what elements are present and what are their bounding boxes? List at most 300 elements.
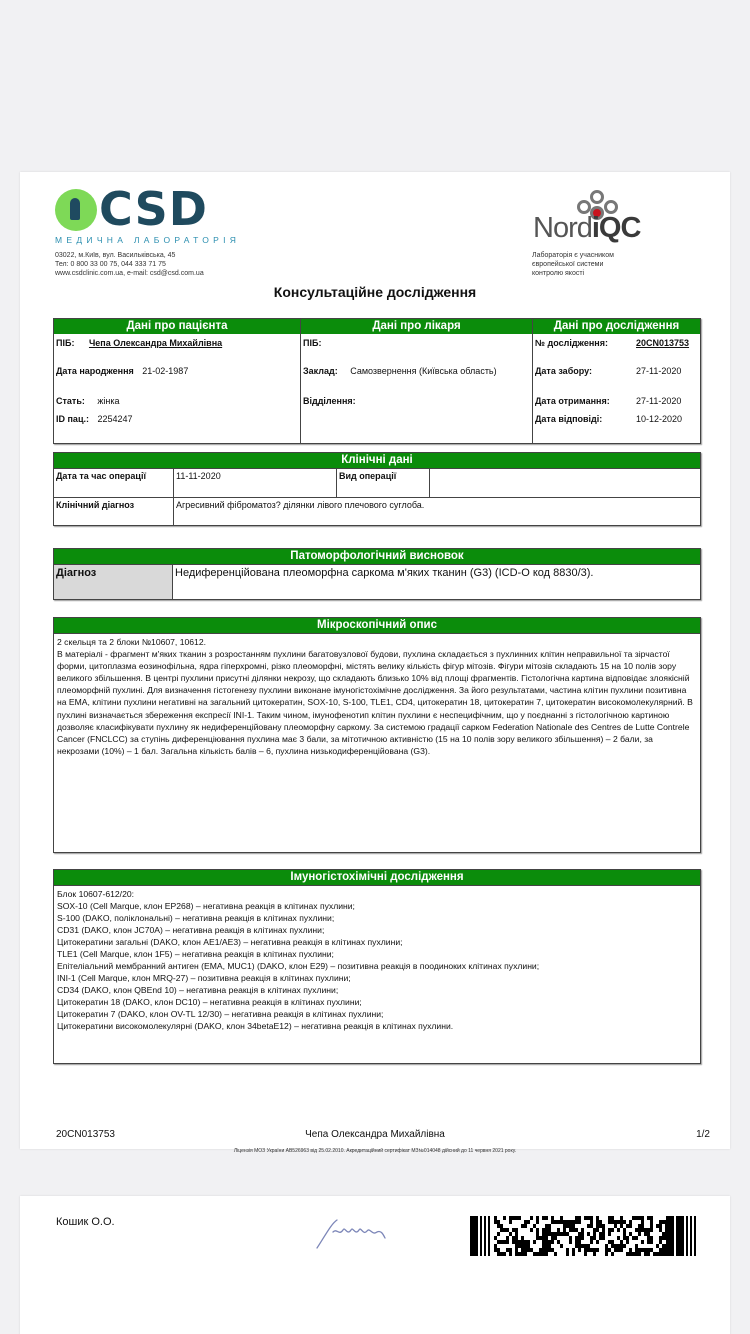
label: Дата забору:	[535, 366, 593, 376]
ihc-line: SOX-10 (Cell Marque, клон EP268) – негативна реакція в клітинах пухлини;	[57, 901, 355, 911]
barcode-module	[617, 1236, 620, 1240]
barcode-module	[629, 1232, 632, 1236]
barcode-module	[521, 1224, 524, 1228]
barcode-module	[659, 1224, 662, 1228]
barcode-module	[524, 1220, 527, 1224]
collected-date: 27-11-2020	[636, 366, 682, 376]
barcode-module	[503, 1228, 506, 1232]
barcode-module	[530, 1228, 533, 1232]
barcode-module	[623, 1244, 626, 1248]
barcode-module	[542, 1252, 545, 1256]
footer-study-number: 20CN013753	[56, 1129, 115, 1140]
barcode-module	[593, 1236, 596, 1240]
barcode-module	[524, 1248, 527, 1252]
barcode-module	[533, 1224, 536, 1228]
barcode-module	[494, 1216, 497, 1220]
microscope-icon	[55, 189, 97, 231]
barcode-module	[515, 1252, 518, 1256]
barcode-module	[662, 1232, 665, 1236]
barcode-module	[608, 1248, 611, 1252]
barcode-module	[548, 1240, 551, 1244]
barcode-module	[527, 1244, 530, 1248]
barcode-module	[647, 1216, 650, 1220]
barcode-module	[614, 1220, 617, 1224]
barcode-module	[590, 1240, 593, 1244]
report-page-2	[20, 1196, 730, 1334]
barcode-module	[608, 1216, 611, 1220]
patient-dob: 21-02-1987	[142, 366, 189, 376]
patient-heading: Дані про пацієнта	[54, 319, 300, 334]
barcode-module	[694, 1216, 696, 1256]
barcode-module	[518, 1244, 521, 1248]
label: ПІБ:	[56, 338, 75, 348]
barcode-module	[572, 1252, 575, 1256]
barcode-module	[690, 1216, 692, 1256]
barcode-module	[536, 1216, 539, 1220]
barcode-module	[638, 1228, 641, 1232]
barcode-module	[638, 1248, 641, 1252]
barcode-module	[521, 1244, 524, 1248]
barcode-module	[626, 1252, 629, 1256]
barcode-module	[662, 1248, 665, 1252]
barcode-module	[590, 1216, 593, 1220]
barcode-module	[566, 1232, 569, 1236]
barcode-module	[494, 1244, 497, 1248]
report-page-1	[20, 172, 730, 1154]
label: Дата отримання:	[535, 396, 610, 406]
barcode-module	[500, 1224, 503, 1228]
barcode-module	[611, 1244, 614, 1248]
page-number: 1/2	[696, 1129, 710, 1140]
label: ПІБ:	[303, 338, 322, 348]
study-section	[532, 319, 700, 443]
barcode-module	[566, 1220, 569, 1224]
barcode-module	[509, 1216, 512, 1220]
barcode-module	[584, 1252, 587, 1256]
barcode-module	[641, 1220, 644, 1224]
patient-section	[54, 319, 300, 443]
barcode-module	[617, 1220, 620, 1224]
barcode-module	[623, 1232, 626, 1236]
patient-dob-field	[56, 366, 188, 376]
barcode-module	[602, 1224, 605, 1228]
barcode-module	[494, 1248, 497, 1252]
doctor-section	[300, 319, 532, 443]
barcode-module	[521, 1248, 524, 1252]
barcode-module	[542, 1248, 545, 1252]
barcode-module	[659, 1252, 662, 1256]
barcode-module	[545, 1228, 548, 1232]
op-date-value: 11-11-2020	[173, 469, 336, 497]
barcode-module	[500, 1252, 503, 1256]
barcode-module	[590, 1236, 593, 1240]
barcode-module	[569, 1228, 572, 1232]
barcode-module	[617, 1248, 620, 1252]
doctor-name-field	[303, 338, 321, 348]
barcode-module	[647, 1248, 650, 1252]
barcode-module	[548, 1232, 551, 1236]
clinical-row-diagnosis	[54, 497, 700, 525]
barcode-module	[548, 1244, 551, 1248]
label: Стать:	[56, 396, 85, 406]
study-response-field	[535, 414, 683, 424]
study-number-field	[535, 338, 690, 348]
barcode-module	[596, 1248, 599, 1252]
barcode-module	[602, 1228, 605, 1232]
barcode-module	[626, 1240, 629, 1244]
document-title: Консультаційне дослідження	[273, 284, 477, 300]
barcode-module	[572, 1248, 575, 1252]
barcode-module	[575, 1236, 578, 1240]
barcode-module	[509, 1252, 512, 1256]
barcode-module	[650, 1236, 653, 1240]
barcode-module	[635, 1228, 638, 1232]
barcode-module	[575, 1228, 578, 1232]
barcode-module	[617, 1244, 620, 1248]
barcode-module	[536, 1236, 539, 1240]
barcode-module	[662, 1236, 665, 1240]
barcode-module	[596, 1228, 599, 1232]
patient-sex-field	[56, 396, 120, 406]
barcode-module	[608, 1232, 611, 1236]
nordiqc-wordmark: NordiQC	[533, 212, 641, 244]
barcode-module	[638, 1232, 641, 1236]
lab-address: 03022, м.Київ, вул. Васильківська, 45	[55, 252, 176, 259]
license-text: Ліцензія МОЗ України АВ526963 від 25.02.2010. Акредитаційний сертифікат МЗ№014048 дійсний до 11 червня 2021 року.	[233, 1148, 517, 1154]
barcode-module	[515, 1236, 518, 1240]
response-date: 10-12-2020	[636, 414, 683, 424]
barcode-module	[515, 1228, 518, 1232]
patient-id: 2254247	[97, 414, 133, 424]
study-number: 20CN013753	[636, 338, 690, 348]
ihc-line: Цитокератин 18 (DAKO, клон DC10) – негативна реакція в клітинах пухлини;	[57, 997, 362, 1007]
barcode-module	[494, 1236, 497, 1240]
barcode-module	[590, 1220, 593, 1224]
caption-line: Лабораторія є учасником	[532, 252, 614, 259]
barcode-module	[530, 1248, 533, 1252]
barcode-module	[599, 1224, 602, 1228]
barcode-module	[554, 1232, 557, 1236]
barcode-module	[584, 1248, 587, 1252]
barcode-module	[497, 1240, 500, 1244]
barcode-module	[518, 1240, 521, 1244]
received-date: 27-11-2020	[636, 396, 682, 406]
barcode-module	[644, 1248, 647, 1252]
barcode-module	[629, 1220, 632, 1224]
ihc-line: S-100 (DAKO, поліклональні) – негативна реакція в клітинах пухлини;	[57, 913, 335, 923]
signature-image	[315, 1214, 390, 1252]
barcode-module	[560, 1220, 563, 1224]
barcode-module	[551, 1248, 554, 1252]
barcode-module	[512, 1240, 515, 1244]
barcode-module	[617, 1228, 620, 1232]
study-collected-field	[535, 366, 682, 376]
barcode-module	[545, 1224, 548, 1228]
barcode-module	[536, 1232, 539, 1236]
barcode-module	[560, 1232, 563, 1236]
barcode-module	[524, 1244, 527, 1248]
barcode-module	[638, 1252, 641, 1256]
barcode-module	[611, 1220, 614, 1224]
microscopy-heading: Мікроскопічний опис	[54, 618, 700, 633]
barcode-module	[551, 1240, 554, 1244]
barcode-module	[596, 1240, 599, 1244]
barcode-module	[587, 1224, 590, 1228]
barcode-module	[644, 1232, 647, 1236]
barcode-module	[578, 1232, 581, 1236]
barcode-module	[623, 1228, 626, 1232]
barcode-module	[647, 1252, 650, 1256]
ihc-line: CD34 (DAKO, клон QBEnd 10) – негативна реакція в клітинах пухлини;	[57, 985, 339, 995]
barcode-module	[572, 1228, 575, 1232]
barcode-module	[542, 1236, 545, 1240]
op-date-label: Дата та час операції	[56, 471, 146, 481]
lab-phone: Тел: 0 800 33 00 75, 044 333 71 75	[55, 261, 166, 268]
barcode-module	[659, 1228, 662, 1232]
barcode-module	[575, 1240, 578, 1244]
microscopy-section	[53, 617, 701, 853]
pathology-heading: Патоморфологічний висновок	[54, 549, 700, 564]
barcode-module	[500, 1228, 503, 1232]
diagnosis-value: Недиференційована плеоморфна саркома м'яких тканин (G3) (ICD-O код 8830/3).	[175, 567, 594, 579]
clinical-diagnosis-value: Агресивний фіброматоз? ділянки лівого плечового суглоба.	[173, 498, 700, 525]
ihc-section	[53, 869, 701, 1064]
barcode-module	[557, 1220, 560, 1224]
barcode-module	[497, 1224, 500, 1228]
barcode-module	[656, 1244, 659, 1248]
barcode-module	[536, 1228, 539, 1232]
barcode-image	[470, 1216, 698, 1256]
barcode-module	[533, 1252, 536, 1256]
ihc-line: Цитокератини загальні (DAKO, клон AE1/AE3) – негативна реакція в клітинах пухлини;	[57, 937, 403, 947]
barcode-module	[527, 1240, 530, 1244]
barcode-module	[551, 1216, 554, 1220]
barcode-module	[593, 1228, 596, 1232]
barcode-module	[494, 1220, 497, 1224]
barcode-module	[572, 1220, 575, 1224]
barcode-module	[650, 1248, 653, 1252]
barcode-module	[524, 1240, 527, 1244]
barcode-module	[650, 1220, 653, 1224]
barcode-module	[503, 1252, 506, 1256]
barcode-module	[539, 1252, 542, 1256]
csd-logo-subtitle: МЕДИЧНА ЛАБОРАТОРІЯ	[55, 235, 241, 245]
barcode-module	[542, 1228, 545, 1232]
barcode-module	[548, 1248, 551, 1252]
barcode-module	[653, 1252, 656, 1256]
barcode-module	[506, 1228, 509, 1232]
op-type-label: Вид операції	[336, 469, 429, 497]
barcode-module	[512, 1228, 515, 1232]
logo-dot	[590, 190, 604, 204]
barcode-module	[557, 1232, 560, 1236]
barcode-module	[578, 1216, 581, 1220]
barcode-module	[575, 1220, 578, 1224]
barcode-module	[480, 1216, 482, 1256]
barcode-module	[581, 1244, 584, 1248]
barcode-module	[551, 1220, 554, 1224]
caption-line: європейської системи	[532, 261, 604, 268]
barcode-module	[644, 1228, 647, 1232]
label: Заклад:	[303, 366, 338, 376]
patient-name: Чепа Олександра Михайлівна	[88, 338, 223, 348]
barcode-module	[578, 1236, 581, 1240]
barcode-module	[563, 1232, 566, 1236]
barcode-module	[659, 1240, 662, 1244]
barcode-module	[545, 1248, 548, 1252]
doctor-facility: Самозвернення (Київська область)	[350, 366, 497, 376]
csd-logo-text: CSD	[99, 182, 208, 236]
barcode-module	[536, 1252, 539, 1256]
barcode-module	[608, 1228, 611, 1232]
barcode-module	[596, 1220, 599, 1224]
barcode-module	[644, 1252, 647, 1256]
barcode-module	[623, 1220, 626, 1224]
barcode-module	[542, 1240, 545, 1244]
barcode-module	[563, 1224, 566, 1228]
barcode-module	[608, 1220, 611, 1224]
barcode-module	[599, 1232, 602, 1236]
barcode-module	[542, 1216, 545, 1220]
barcode-module	[506, 1236, 509, 1240]
barcode-module	[527, 1248, 530, 1252]
barcode-module	[575, 1244, 578, 1248]
ihc-line: INI-1 (Cell Marque, клон MRQ-27) – позитивна реакція в клітинах пухлини;	[57, 973, 351, 983]
barcode-module	[515, 1240, 518, 1244]
barcode-module	[530, 1216, 533, 1220]
barcode-module	[557, 1240, 560, 1244]
barcode-module	[584, 1216, 587, 1220]
barcode-module	[545, 1252, 548, 1256]
label: ID пац.:	[56, 414, 89, 424]
clinical-heading: Клінічні дані	[54, 453, 700, 468]
barcode-module	[676, 1216, 684, 1256]
signer-name: Кошик О.О.	[56, 1216, 115, 1228]
barcode-module	[554, 1220, 557, 1224]
ihc-line: CD31 (DAKO, клон JC70A) – негативна реакція в клітинах пухлини;	[57, 925, 325, 935]
barcode-module	[623, 1236, 626, 1240]
doctor-facility-field	[303, 366, 497, 376]
barcode-module	[587, 1244, 590, 1248]
barcode-module	[638, 1216, 641, 1220]
barcode-module	[566, 1252, 569, 1256]
microscopy-body: В матеріалі - фрагмент м'яких тканин з розростанням пухлини багатовузлової будови, пухлина складається з пухлинних клітин неправильної та зірчастої форми, цитоплазма еозинофільна, ядра гіперхромні, різко плеоморфні, містять велику кількість фігур мітозів. Фігури мітозів складають 15 на 10 полів зору великого збільшення. В центрі пухлини присутні ділянки некрозу, що складають близько 10% від площі фрагментів. Гістологічна картина відповідає злоякісній плеоморфній пухлині. Для визначення гістогенезу пухлини виконане імуногістохімічне дослідження. За його результатами, частина клітин пухлини позитивна на ЕМА, клітини пухлини негативні на загальний цитокератин, SOX-10, S-100, TLE1, CD4, цитокератин 18, цитокератин 7, цитокератин високомолекулярний. В пухлині визначається збереження експресії INI-1. Таким чином, імунофенотип клітин пухлини є неспецифічним, що у поєднанні з гістологічною картиною дозволяє класифікувати пухлину як недиференційовану плеоморфну саркому. За системою градації сарком Federation Nationale des Centres de Lutte Contrele Cancer (FNCLCC) за ступінь диференціювання пухлина має 3 бали, за мітотичною активністю (15 на 10 полів зору великого збільшення) – 2 бали, за некрозами (10%) – 1 бал. Загальна кількість балів – 6, пухлина низькодиференційована (G3).	[57, 649, 693, 756]
barcode-module	[515, 1244, 518, 1248]
barcode-module	[647, 1240, 650, 1244]
barcode-module	[638, 1224, 641, 1228]
barcode-module	[611, 1252, 614, 1256]
barcode-module	[503, 1240, 506, 1244]
label: Дата народження	[56, 366, 134, 376]
barcode-module	[650, 1228, 653, 1232]
barcode-module	[614, 1248, 617, 1252]
barcode-module	[512, 1216, 515, 1220]
barcode-module	[641, 1216, 644, 1220]
barcode-module	[626, 1224, 629, 1228]
barcode-module	[563, 1220, 566, 1224]
barcode-module	[515, 1232, 518, 1236]
barcode-module	[656, 1252, 659, 1256]
label: Відділення:	[303, 396, 356, 406]
barcode-module	[605, 1252, 608, 1256]
barcode-module	[551, 1236, 554, 1240]
barcode-module	[659, 1248, 662, 1252]
barcode-module	[614, 1224, 617, 1228]
barcode-module	[506, 1240, 509, 1244]
barcode-module	[641, 1228, 644, 1232]
barcode-module	[578, 1248, 581, 1252]
ihc-line: TLE1 (Cell Marque, клон 1F5) – негативна реакція в клітинах пухлини;	[57, 949, 334, 959]
barcode-module	[593, 1248, 596, 1252]
barcode-module	[647, 1232, 650, 1236]
clinical-diagnosis-label: Клінічний діагноз	[56, 500, 135, 510]
barcode-module	[527, 1220, 530, 1224]
barcode-module	[629, 1224, 632, 1228]
barcode-module	[602, 1232, 605, 1236]
barcode-module	[590, 1224, 593, 1228]
barcode-module	[629, 1252, 632, 1256]
barcode-module	[560, 1216, 563, 1220]
barcode-module	[593, 1232, 596, 1236]
barcode-module	[581, 1228, 584, 1232]
barcode-module	[632, 1236, 635, 1240]
ihc-heading: Імуногістохімічні дослідження	[54, 870, 700, 885]
barcode-module	[566, 1224, 569, 1228]
barcode-module	[641, 1224, 644, 1228]
pathology-table	[53, 548, 701, 600]
barcode-module	[484, 1216, 486, 1256]
patient-sex: жінка	[97, 396, 120, 406]
barcode-module	[593, 1252, 596, 1256]
ihc-line: Цитокератини високомолекулярні (DAKO, клон 34betaE12) – негативна реакція в клітинах пухлини.	[57, 1021, 454, 1031]
barcode-module	[569, 1240, 572, 1244]
barcode-module	[578, 1244, 581, 1248]
barcode-module	[551, 1232, 554, 1236]
barcode-module	[650, 1240, 653, 1244]
doctor-heading: Дані про лікаря	[301, 319, 532, 334]
barcode-module	[545, 1236, 548, 1240]
barcode-module	[635, 1252, 638, 1256]
barcode-module	[662, 1252, 665, 1256]
barcode-module	[545, 1244, 548, 1248]
clinical-row-operation	[54, 468, 700, 497]
barcode-module	[557, 1228, 560, 1232]
footer-patient-name: Чепа Олександра Михайлівна	[305, 1129, 445, 1140]
barcode-module	[572, 1224, 575, 1228]
barcode-module	[569, 1236, 572, 1240]
barcode-module	[569, 1220, 572, 1224]
barcode-module	[542, 1232, 545, 1236]
barcode-module	[587, 1248, 590, 1252]
barcode-module	[515, 1248, 518, 1252]
caption-line: контролю якості	[532, 270, 585, 277]
barcode-module	[602, 1236, 605, 1240]
barcode-module	[662, 1220, 665, 1224]
barcode-module	[578, 1220, 581, 1224]
barcode-module	[596, 1216, 599, 1220]
patient-name-field	[56, 338, 222, 348]
ihc-line: Блок 10607-612/20:	[57, 889, 135, 899]
barcode-module	[635, 1248, 638, 1252]
barcode-module	[599, 1220, 602, 1224]
barcode-module	[497, 1232, 500, 1236]
barcode-module	[524, 1252, 527, 1256]
barcode-module	[666, 1216, 674, 1256]
barcode-module	[575, 1216, 578, 1220]
barcode-module	[545, 1240, 548, 1244]
barcode-module	[620, 1216, 623, 1220]
barcode-module	[686, 1216, 688, 1256]
